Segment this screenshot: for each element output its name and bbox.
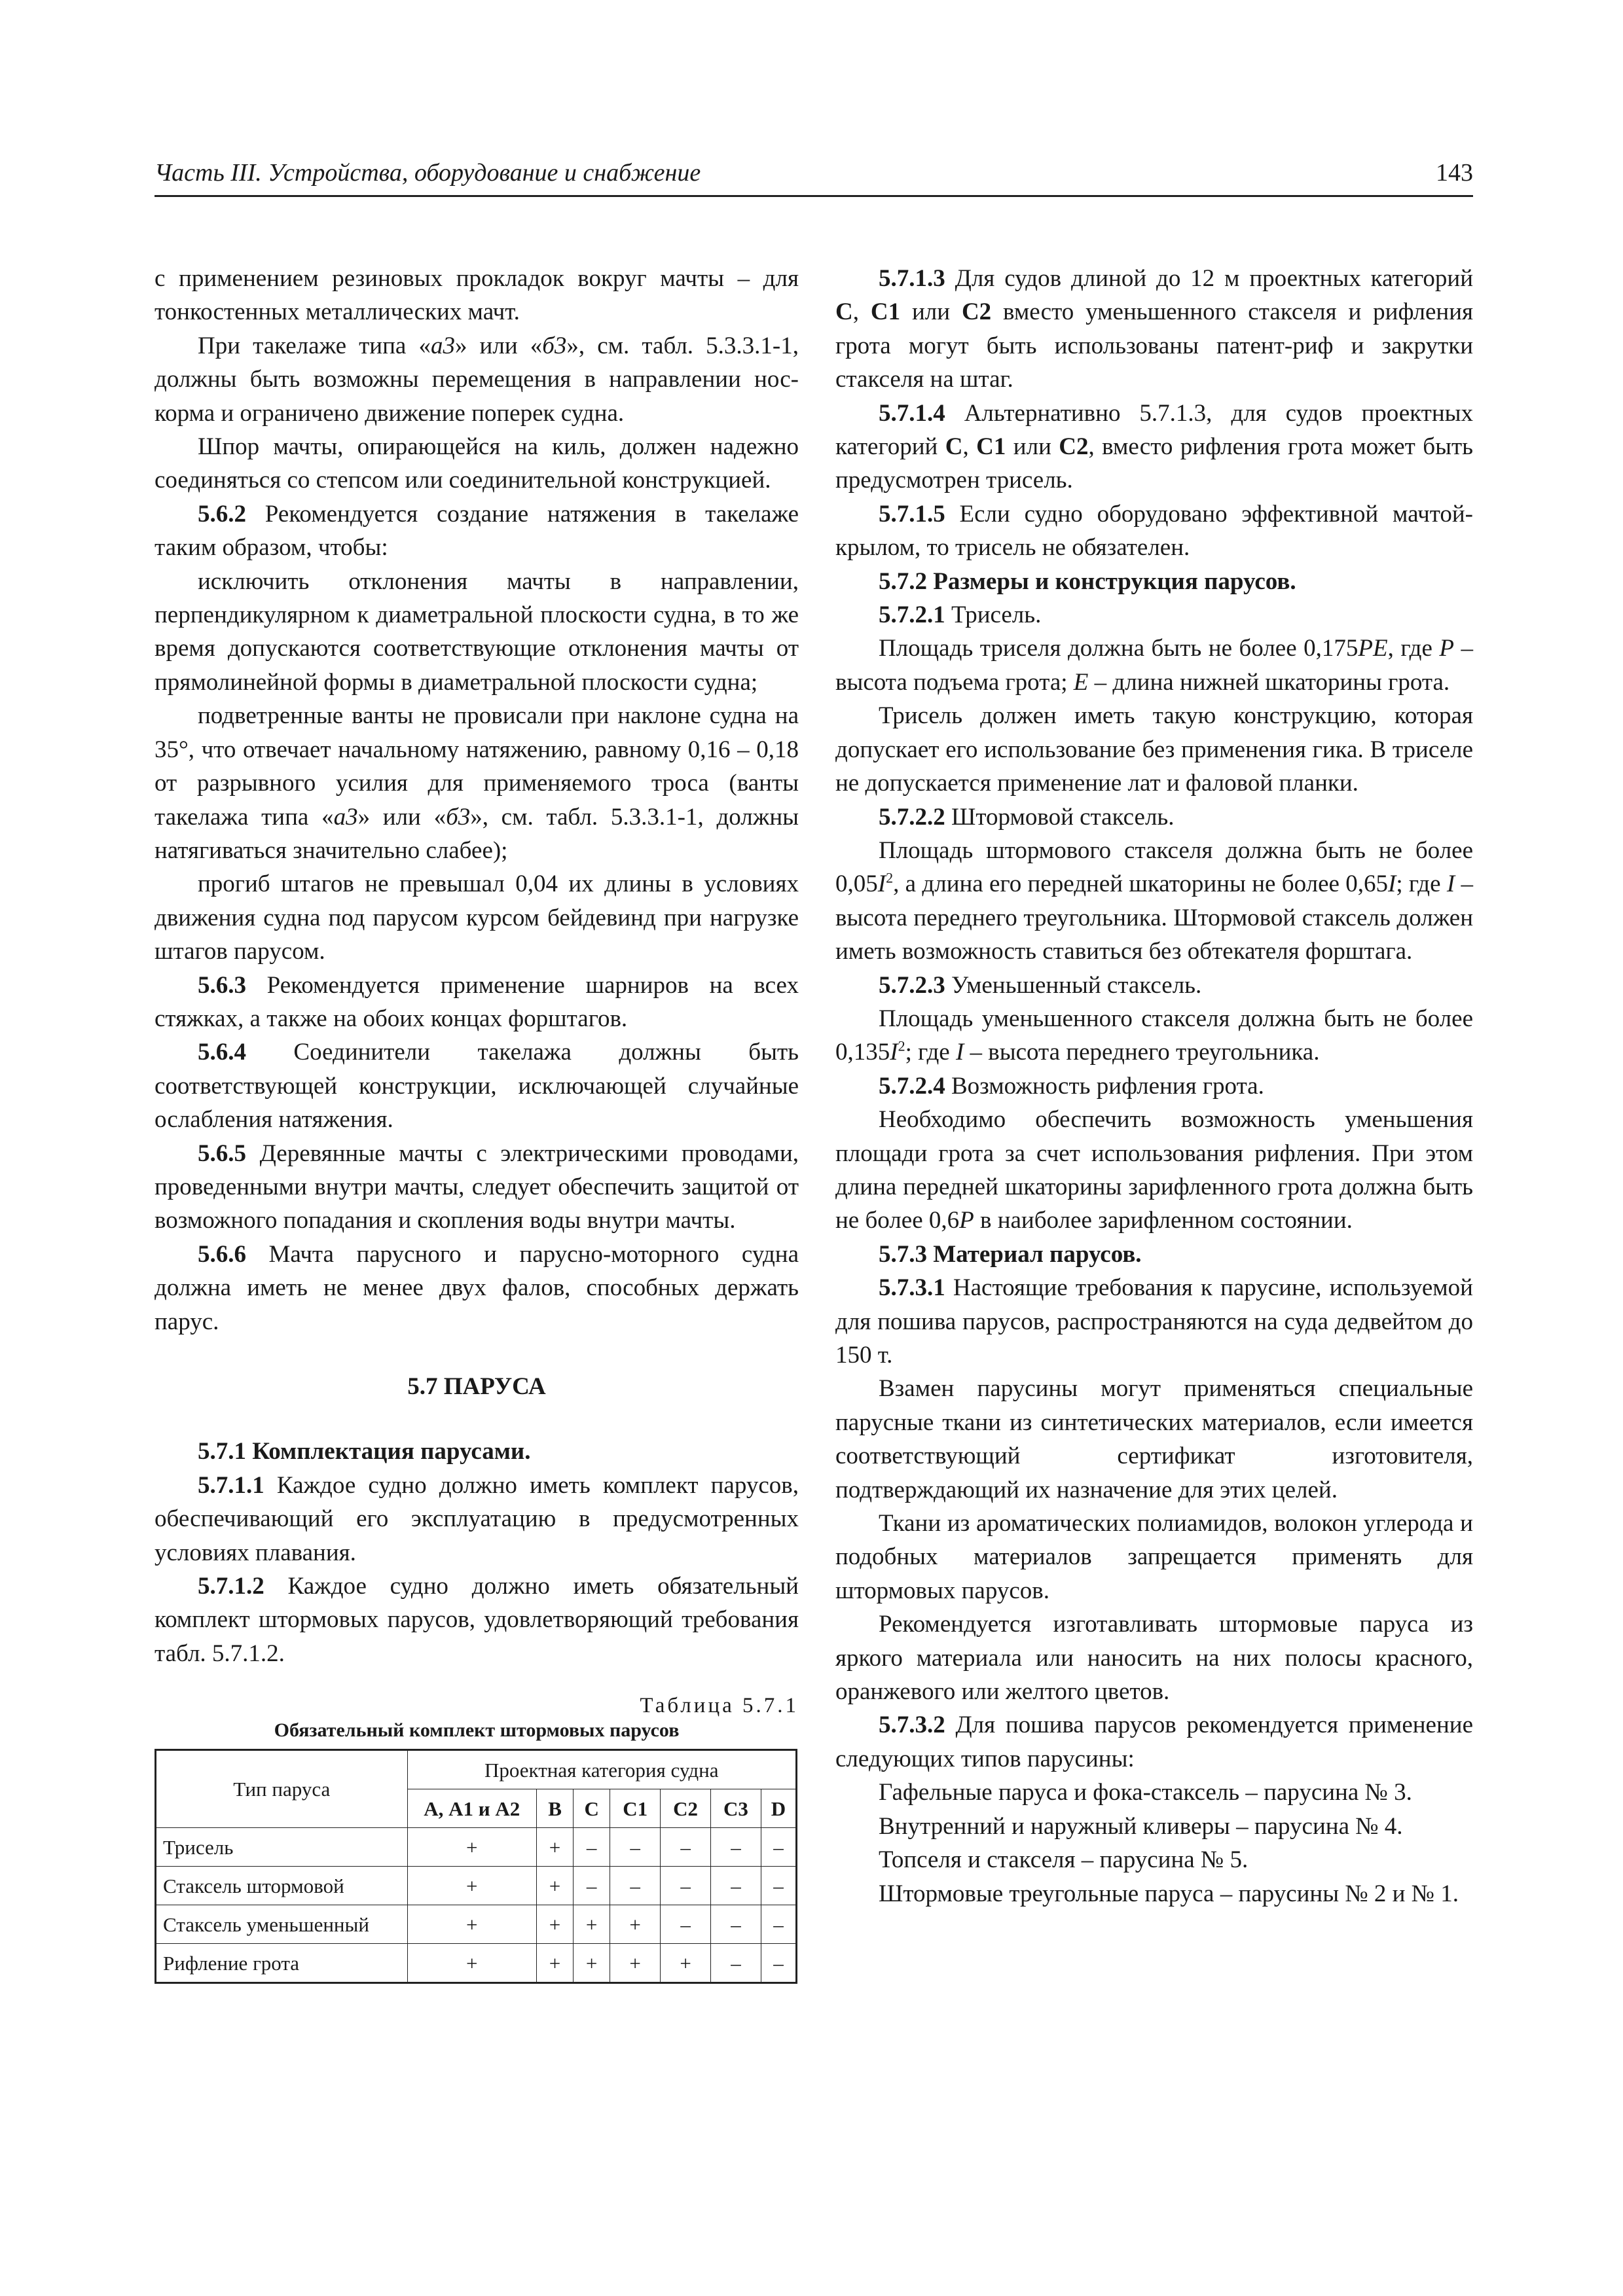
list-item: подветренные ванты не провисали при наклоне судна на 35°, что отвечает начальному натяжению, равному 0,16 – 0,18 от разрывного усилия для применяемого троса (ванты такелажа типа «а3» или «б3», см. табл. 5.3.3.1-1, должны натягиваться значительно слабее); [155, 702, 799, 864]
table-cell: – [661, 1867, 711, 1905]
clause-5-6-6: 5.6.6 Мачта парусного и парусно-моторного судна должна иметь не менее двух фалов, способных держать парус. [155, 1240, 799, 1335]
table-header-group: Проектная категория судна [407, 1750, 796, 1789]
row-label: Рифление грота [156, 1944, 408, 1983]
clause-5-6-2: 5.6.2 Рекомендуется создание натяжения в такелаже таким образом, чтобы: [155, 500, 799, 562]
clause-5-6-4: 5.6.4 Соединители такелажа должны быть соответствующей конструкции, исключающей случайные ослабления натяжения. [155, 1039, 799, 1134]
table-cell: – [661, 1828, 711, 1867]
table-row [156, 1828, 797, 1867]
table-cell: + [574, 1905, 610, 1944]
running-title: Часть III. Устройства, оборудование и снабжение [155, 159, 701, 187]
list-item: Гафельные паруса и фока-стаксель – парусина № 3. [879, 1779, 1412, 1806]
page-header [155, 154, 1473, 197]
list-item: прогиб штагов не превышал 0,04 их длины в условиях движения судна под парусом курсом бейдевинд при нагрузке штагов парусом. [155, 870, 799, 965]
table-cell: – [711, 1828, 761, 1867]
clause-5-6-5: 5.6.5 Деревянные мачты с электрическими проводами, проведенными внутри мачты, следует обеспечить защитой от возможного попадания и скопления воды внутри мачты. [155, 1139, 799, 1234]
list-item: Штормовые треугольные паруса – парусины № 2 и № 1. [879, 1880, 1459, 1907]
table-cell: + [407, 1944, 536, 1983]
clause-5-7-2-4: 5.7.2.4 Возможность рифления грота. [879, 1072, 1264, 1100]
clause-5-7-1-1: 5.7.1.1 Каждое судно должно иметь комплект парусов, обеспечивающий его эксплуатацию в предусмотренных условиях плавания. [155, 1471, 799, 1566]
paragraph: Ткани из ароматических полиамидов, волокон углерода и подобных материалов запрещается применять для штормовых парусов. [835, 1510, 1473, 1604]
table-cell: – [711, 1867, 761, 1905]
clause-5-7-3-1: 5.7.3.1 Настоящие требования к парусине, используемой для пошива парусов, распространяются на суда дедвейтом до 150 т. [835, 1274, 1473, 1369]
table-header-cat: А, А1 и А2 [407, 1789, 536, 1828]
paragraph: Трисель должен иметь такую конструкцию, которая допускает его использование без применения гика. В триселе не допускается применение лат и фаловой планки. [835, 702, 1473, 797]
table-cell: + [661, 1944, 711, 1983]
clause-5-7-1-2: 5.7.1.2 Каждое судно должно иметь обязательный комплект штормовых парусов, удовлетворяющий требования табл. 5.7.1.2. [155, 1573, 799, 1667]
table-cell: – [711, 1944, 761, 1983]
storm-sails-table [155, 1749, 797, 1984]
clause-5-7-1-5: 5.7.1.5 Если судно оборудовано эффективной мачтой-крылом, то трисель не обязателен. [835, 500, 1473, 562]
row-label: Стаксель уменьшенный [156, 1905, 408, 1944]
right-column [835, 262, 1473, 1910]
table-cell: + [536, 1828, 573, 1867]
clause-5-7-2-2: 5.7.2.2 Штормовой стаксель. [879, 803, 1175, 831]
page-number: 143 [1436, 159, 1473, 187]
table-header-cat: C1 [610, 1789, 661, 1828]
table-cell: – [761, 1828, 796, 1867]
paragraph: Площадь уменьшенного стакселя должна быть не более $0,135I^2$; где I – высота переднего треугольника. [835, 1005, 1473, 1066]
table-title: Обязательный комплект штормовых парусов [274, 1719, 680, 1742]
paragraph: Площадь штормового стакселя должна быть не более $0,05I^2$, а длина его передней шкаторины не более 0,65I; где I – высота переднего треугольника. Штормовой стаксель должен иметь возможность ставиться без обтекателя форштага. [835, 836, 1473, 965]
table-row [156, 1867, 797, 1905]
table-header-cat: C2 [661, 1789, 711, 1828]
table-cell: + [574, 1944, 610, 1983]
table-cell: + [536, 1905, 573, 1944]
clause-5-7-1-4: 5.7.1.4 Альтернативно 5.7.1.3, для судов проектных категорий C, C1 или C2, вместо рифления грота может быть предусмотрен трисель. [835, 399, 1473, 494]
paragraph: При такелаже типа «а3» или «б3», см. табл. 5.3.3.1-1, должны быть возможны перемещения в направлении нос-корма и ограничено движение поперек судна. [155, 332, 799, 427]
table-header-type: Тип паруса [156, 1750, 408, 1828]
paragraph: Необходимо обеспечить возможность уменьшения площади грота за счет использования рифления. При этом длина передней шкаторины зарифленного грота должна быть не более 0,6P в наиболее зарифленном состоянии. [835, 1106, 1473, 1234]
table-cell: – [761, 1905, 796, 1944]
clause-5-7-1-3: 5.7.1.3 Для судов длиной до 12 м проектных категорий C, C1 или C2 вместо уменьшенного стакселя и рифления грота могут быть использованы патент-риф и закрутки стакселя на штаг. [835, 265, 1474, 393]
row-label: Стаксель штормовой [156, 1867, 408, 1905]
paragraph: Шпор мачты, опирающейся на киль, должен надежно соединяться со степсом или соединительной конструкцией. [155, 433, 799, 494]
table-cell: + [536, 1867, 573, 1905]
list-item: Внутренний и наружный кливеры – парусина № 4. [879, 1812, 1403, 1840]
clause-5-7-2-3: 5.7.2.3 Уменьшенный стаксель. [879, 971, 1202, 999]
table-header-cat: B [536, 1789, 573, 1828]
table-cell: – [574, 1828, 610, 1867]
section-title: 5.7 ПАРУСА [407, 1373, 546, 1400]
table-cell: – [761, 1867, 796, 1905]
table-cell: – [711, 1905, 761, 1944]
clause-5-6-3: 5.6.3 Рекомендуется применение шарниров на всех стяжках, а также на обоих концах форштагов. [155, 971, 799, 1032]
list-item: исключить отклонения мачты в направлении, перпендикулярном к диаметральной плоскости судна, в то же время допускаются соответствующие отклонения мачты от прямолинейной формы в диаметральной плоскости судна; [155, 567, 799, 696]
table-cell: + [610, 1905, 661, 1944]
subsection-title: 5.7.1 Комплектация парусами. [198, 1438, 531, 1465]
table-cell: + [407, 1905, 536, 1944]
paragraph: с применением резиновых прокладок вокруг мачты – для тонкостенных металлических мачт. [155, 265, 799, 326]
left-column [155, 262, 799, 1984]
table-cell: – [574, 1867, 610, 1905]
table-caption: Таблица 5.7.1 [640, 1694, 799, 1718]
row-label: Трисель [156, 1828, 408, 1867]
table-cell: – [610, 1867, 661, 1905]
table-cell: – [661, 1905, 711, 1944]
subsection-title: 5.7.2 Размеры и конструкция парусов. [879, 567, 1296, 595]
list-item: Топселя и стакселя – парусина № 5. [879, 1846, 1249, 1874]
paragraph: Взамен парусины могут применяться специальные парусные ткани из синтетических материалов, если имеется соответствующий сертификат изготовителя, подтверждающий их назначение для этих целей. [835, 1375, 1473, 1503]
table-header-cat: C3 [711, 1789, 761, 1828]
table-cell: + [536, 1944, 573, 1983]
table-header-cat: D [761, 1789, 796, 1828]
table-cell: + [407, 1828, 536, 1867]
table-row [156, 1905, 797, 1944]
table-cell: – [610, 1828, 661, 1867]
table-header-cat: C [574, 1789, 610, 1828]
paragraph: Площадь триселя должна быть не более 0,175PE, где P – высота подъема грота; E – длина нижней шкаторины грота. [835, 635, 1473, 696]
table-row [156, 1944, 797, 1983]
table-cell: + [407, 1867, 536, 1905]
subsection-title: 5.7.3 Материал парусов. [879, 1240, 1142, 1268]
paragraph: Рекомендуется изготавливать штормовые паруса из яркого материала или наносить на них полосы красного, оранжевого или желтого цветов. [835, 1611, 1473, 1706]
table-cell: – [761, 1944, 796, 1983]
clause-5-7-3-2: 5.7.3.2 Для пошива парусов рекомендуется применение следующих типов парусины: [835, 1712, 1473, 1772]
clause-5-7-2-1: 5.7.2.1 Трисель. [879, 601, 1042, 629]
table-cell: + [610, 1944, 661, 1983]
